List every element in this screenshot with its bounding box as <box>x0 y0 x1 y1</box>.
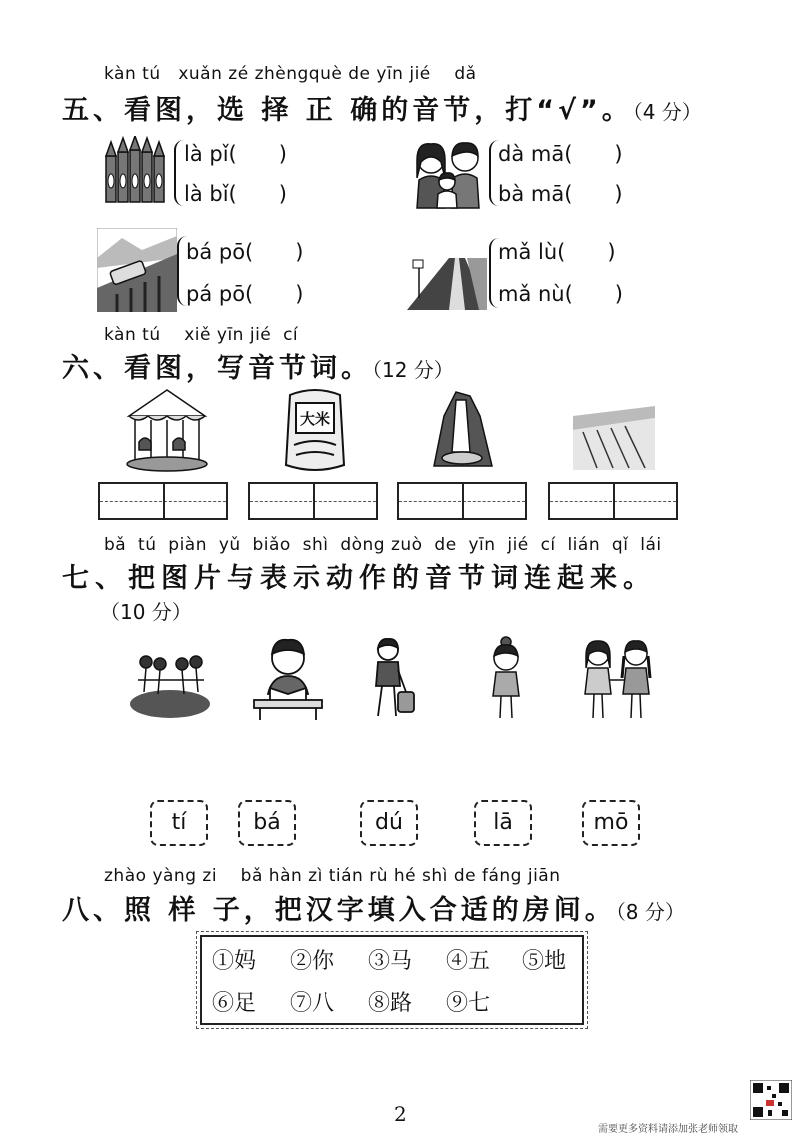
pinyin-line-6 <box>104 325 298 345</box>
pinyin: tú <box>142 64 161 84</box>
tug-of-war-icon <box>130 640 210 718</box>
section6-heading <box>62 346 454 385</box>
dam-icon <box>573 388 655 470</box>
section8-score: （8 分） <box>615 900 685 924</box>
family-icon <box>407 138 487 210</box>
pinyin: de <box>348 64 371 84</box>
option-la-bi[interactable]: là bǐ( ) <box>184 182 287 206</box>
pinyin: zhào <box>104 866 147 886</box>
card-mo[interactable]: mō <box>582 800 640 846</box>
pinyin: lián <box>567 535 601 555</box>
reading-boy-icon <box>252 636 324 720</box>
car-slope-icon <box>97 228 177 312</box>
pinyin: jié <box>409 64 431 84</box>
section6-title: 六、看图，写音节词。 <box>62 353 372 384</box>
section7-score: （10 分） <box>100 600 192 624</box>
char-item[interactable]: ①妈 <box>212 949 257 974</box>
road-icon <box>407 238 487 310</box>
pinyin: de <box>434 535 457 555</box>
pinyin-writing-grid[interactable] <box>397 482 527 520</box>
crayons-icon <box>103 136 169 206</box>
pinyin: kàn <box>104 64 137 84</box>
section5-title: 五、看图，选 择 正 确的音节，打“√”。 <box>62 95 633 126</box>
pinyin: xuǎn <box>178 64 223 84</box>
waterfall-icon <box>430 386 496 472</box>
pinyin: rù <box>369 866 388 886</box>
char-item[interactable]: ④五 <box>446 949 491 974</box>
option-da-ma[interactable]: dà mā( ) <box>498 142 623 166</box>
pinyin: piàn <box>168 535 208 555</box>
pinyin: cí <box>540 535 556 555</box>
pinyin: hé <box>393 866 417 886</box>
section5-heading <box>62 88 702 127</box>
pinyin: jié <box>507 535 529 555</box>
pinyin: bǎ <box>240 866 263 886</box>
pinyin: yīn <box>468 535 496 555</box>
pinyin: lái <box>640 535 662 555</box>
pinyin-line-7 <box>104 535 662 555</box>
pinyin: cí <box>283 325 299 345</box>
pinyin: zhèng <box>254 64 309 84</box>
pinyin: jiān <box>527 866 561 886</box>
pinyin: bǎ <box>104 535 127 555</box>
pinyin: zi <box>202 866 218 886</box>
section8-heading <box>62 888 685 927</box>
pinyin: tú <box>138 535 157 555</box>
pinyin: fáng <box>481 866 522 886</box>
pinyin: hàn <box>268 866 303 886</box>
option-ba-po[interactable]: bá pō( ) <box>186 240 304 264</box>
char-item[interactable]: ⑨七 <box>446 991 491 1016</box>
pinyin: tú <box>142 325 161 345</box>
char-item[interactable]: ②你 <box>290 949 335 974</box>
option-ma-nu[interactable]: mǎ nù( ) <box>498 282 624 306</box>
option-ba-ma[interactable]: bà mā( ) <box>498 182 623 206</box>
section6-score: （12 分） <box>372 358 454 382</box>
section7-title: 七、把图片与表示动作的音节词连起来。 <box>62 563 656 594</box>
pinyin: yīn <box>216 325 244 345</box>
section8-title: 八、照 样 子，把汉字填入合适的房间。 <box>62 895 616 926</box>
smiling-girl-icon <box>486 634 526 720</box>
pinyin-writing-grid[interactable] <box>98 482 228 520</box>
pinyin: de <box>453 866 477 886</box>
pinyin-writing-grid[interactable] <box>248 482 378 520</box>
pinyin: zé <box>228 64 249 84</box>
card-du[interactable]: dú <box>360 800 418 846</box>
qr-code-icon <box>750 1080 792 1120</box>
card-ba[interactable]: bá <box>238 800 296 846</box>
pinyin: yǔ <box>218 535 241 555</box>
rice-bag-icon <box>282 385 348 473</box>
footer-note: 需要更多资料请添加张老师领取 <box>598 1124 738 1135</box>
card-ti[interactable]: tí <box>150 800 208 846</box>
pinyin: yīn <box>376 64 404 84</box>
char-item[interactable]: ⑧路 <box>368 991 413 1016</box>
pinyin: dòng <box>340 535 386 555</box>
pinyin: yàng <box>152 866 197 886</box>
char-item[interactable]: ⑤地 <box>522 949 567 974</box>
option-ma-lu[interactable]: mǎ lù( ) <box>498 240 616 264</box>
pull-boy-icon <box>368 636 418 720</box>
pinyin: xiě <box>184 325 211 345</box>
pinyin: qǐ <box>611 535 629 555</box>
pinyin: zì <box>308 866 323 886</box>
page-number: 2 <box>394 1102 407 1126</box>
pinyin-line-5 <box>104 64 477 84</box>
option-pa-po[interactable]: pá pō( ) <box>186 282 304 306</box>
pinyin: què <box>308 64 343 84</box>
pinyin-writing-grid[interactable] <box>548 482 678 520</box>
section5-score: （4 分） <box>632 100 702 124</box>
pinyin: jié <box>249 325 272 345</box>
pinyin: biǎo <box>252 535 291 555</box>
card-la[interactable]: lā <box>474 800 532 846</box>
pinyin: shì <box>422 866 448 886</box>
pinyin: zuò <box>390 535 423 555</box>
char-item[interactable]: ③马 <box>368 949 413 974</box>
carousel-icon <box>125 388 209 472</box>
char-item[interactable]: ⑦八 <box>290 991 335 1016</box>
pinyin: tián <box>328 866 364 886</box>
rice-bag-label: 大米 <box>299 410 331 428</box>
pinyin-line-8 <box>104 866 560 886</box>
pinyin: dǎ <box>454 64 477 84</box>
two-girls-icon <box>580 634 658 720</box>
pinyin: kàn <box>104 325 137 345</box>
pinyin: shì <box>302 535 329 555</box>
option-la-pi[interactable]: là pǐ( ) <box>184 142 287 166</box>
char-item[interactable]: ⑥足 <box>212 991 257 1016</box>
